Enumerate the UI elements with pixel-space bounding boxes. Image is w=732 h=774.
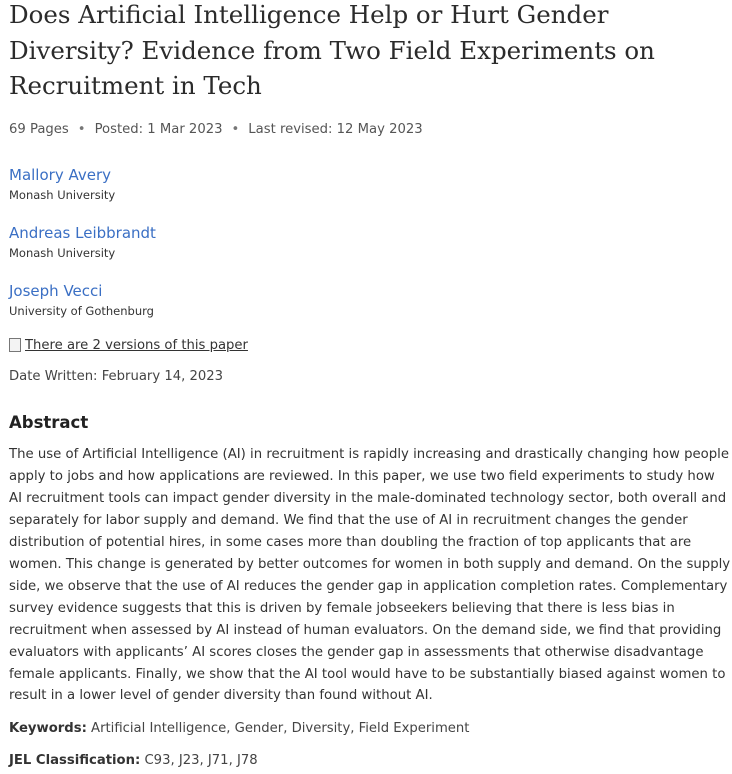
paper-meta: [9, 122, 423, 137]
versions-row: [9, 338, 248, 353]
jel-row: [9, 753, 258, 768]
jel-value: C93, J23, J71, J78: [144, 753, 258, 768]
author-affiliation: Monash University: [9, 246, 116, 260]
author-affiliation: University of Gothenburg: [9, 304, 154, 318]
author-name-link[interactable]: Joseph Vecci: [9, 282, 103, 300]
keywords-value: Artificial Intelligence, Gender, Diversity, Field Experiment: [91, 721, 470, 736]
paper-title: Does Artificial Intelligence Help or Hurt Gender Diversity? Evidence from Two Field Experiments on Recruitment in Tech: [9, 0, 655, 100]
author-block: [9, 224, 156, 260]
document-icon: [9, 338, 21, 352]
author-name-link[interactable]: Mallory Avery: [9, 166, 111, 184]
jel-label: JEL Classification:: [9, 753, 141, 768]
keywords-row: [9, 721, 469, 736]
author-affiliation: Monash University: [9, 188, 116, 202]
last-revised-date: Last revised: 12 May 2023: [248, 122, 423, 137]
posted-date: Posted: 1 Mar 2023: [94, 122, 223, 137]
meta-separator: •: [77, 122, 86, 137]
keywords-label: Keywords:: [9, 721, 87, 736]
abstract-heading: Abstract: [9, 413, 89, 432]
author-block: [9, 282, 154, 318]
versions-link[interactable]: There are 2 versions of this paper: [25, 338, 248, 353]
abstract-text: The use of Artificial Intelligence (AI) in recruitment is rapidly increasing and drastically changing how people apply to jobs and how applications are reviewed. In this paper, we use two field experiments to study how AI recruitment tools can impact gender diversity in the male-dominated technology sector, both overall and separately for labor supply and demand. We find that the use of AI in recruitment changes the gender distribution of potential hires, in some cases more than doubling the fraction of top applicants that are women. This change is generated by better outcomes for women in both supply and demand. On the supply side, we observe that the use of AI reduces the gender gap in application completion rates. Complementary survey evidence suggests that this is driven by female jobseekers believing that there is less bias in recruitment when assessed by AI instead of human evaluators. On the demand side, we find that providing evaluators with applicants’ AI scores closes the gender gap in assessments that otherwise disadvantage female applicants. Finally, we show that the AI tool would have to be substantially biased against women to result in a lower level of gender diversity than found without AI.: [9, 447, 731, 704]
page-count: 69 Pages: [9, 122, 69, 137]
meta-separator: •: [231, 122, 240, 137]
author-block: [9, 166, 115, 202]
author-name-link[interactable]: Andreas Leibbrandt: [9, 224, 156, 242]
date-written: Date Written: February 14, 2023: [9, 369, 224, 384]
